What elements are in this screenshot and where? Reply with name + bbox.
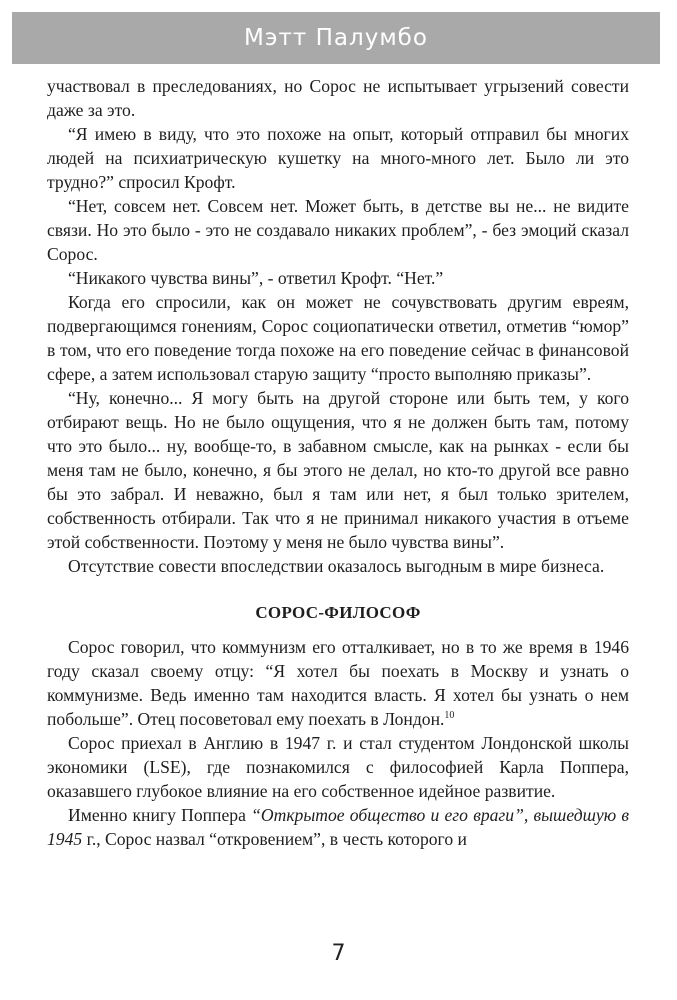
book-title-italic: “Открытое общество и его враги”, вышедшую в 1945 — [47, 805, 629, 849]
paragraph: Когда его спросили, как он может не сочувствовать другим евреям, подвергающимся гонениям, Сорос социопатически ответил, отметив “юмор” в том, что его поведение тогда похоже на его поведение сейчас в финансовой сфере, а затем использовал старую защиту “просто выполняю приказы”. — [47, 292, 629, 384]
paragraph-text: г., Сорос назвал “откровением”, в честь которого и — [82, 829, 467, 849]
paragraph: “Ну, конечно... Я могу быть на другой стороне или быть тем, у кого отбирают вещь. Но не было ощущения, что я не должен быть там, потому что это было... ну, вообще-то, в забавном смысле, как на рынках - если бы меня там не было, конечно, я бы этого не делал, но кто-то другой все равно бы это забрал. И неважно, был я там или нет, я был только зрителем, собственность отбирали. Так что я не принимал никакого участия в отъеме этой собственности. Поэтому у меня не было чувства вины”. — [47, 388, 629, 552]
paragraph — [47, 635, 629, 731]
paragraph: Отсутствие совести впоследствии оказалось выгодным в мире бизнеса. — [68, 556, 605, 576]
page-body — [47, 74, 629, 851]
paragraph: “Нет, совсем нет. Совсем нет. Может быть, в детстве вы не... не видите связи. Но это было - это не создавало никаких проблем”, - без эмоций сказал Сорос. — [47, 196, 629, 264]
page-number: 7 — [331, 941, 346, 966]
paragraph: “Я имею в виду, что это похоже на опыт, который отправил бы многих людей на психиатрическую кушетку на много-много лет. Было ли это трудно?” спросил Крофт. — [47, 124, 629, 192]
paragraph: Сорос приехал в Англию в 1947 г. и стал студентом Лондонской школы экономики (LSE), где познакомился с философией Карла Поппера, оказавшего глубокое влияние на его собственное идейное развитие. — [47, 733, 629, 801]
header-author-name: Мэтт Палумбо — [244, 25, 428, 51]
paragraph: “Никакого чувства вины”, - ответил Крофт. “Нет.” — [68, 268, 444, 288]
paragraph: участвовал в преследованиях, но Сорос не испытывает угрызений совести даже за это. — [47, 76, 629, 120]
paragraph — [47, 803, 629, 851]
footnote-reference: 10 — [444, 710, 455, 722]
running-header — [12, 12, 660, 64]
section-heading: СОРОС-ФИЛОСОФ — [255, 603, 421, 622]
paragraph-text: Именно книгу Поппера — [68, 805, 252, 825]
paragraph-text: Сорос говорил, что коммунизм его отталкивает, но в то же время в 1946 году сказал своему отцу: “Я хотел бы поехать в Москву и узнать о коммунизме. Ведь именно там находится власть. Я хотел бы узнать о нем побольше”. Отец посоветовал ему поехать в Лондон. — [47, 637, 629, 729]
